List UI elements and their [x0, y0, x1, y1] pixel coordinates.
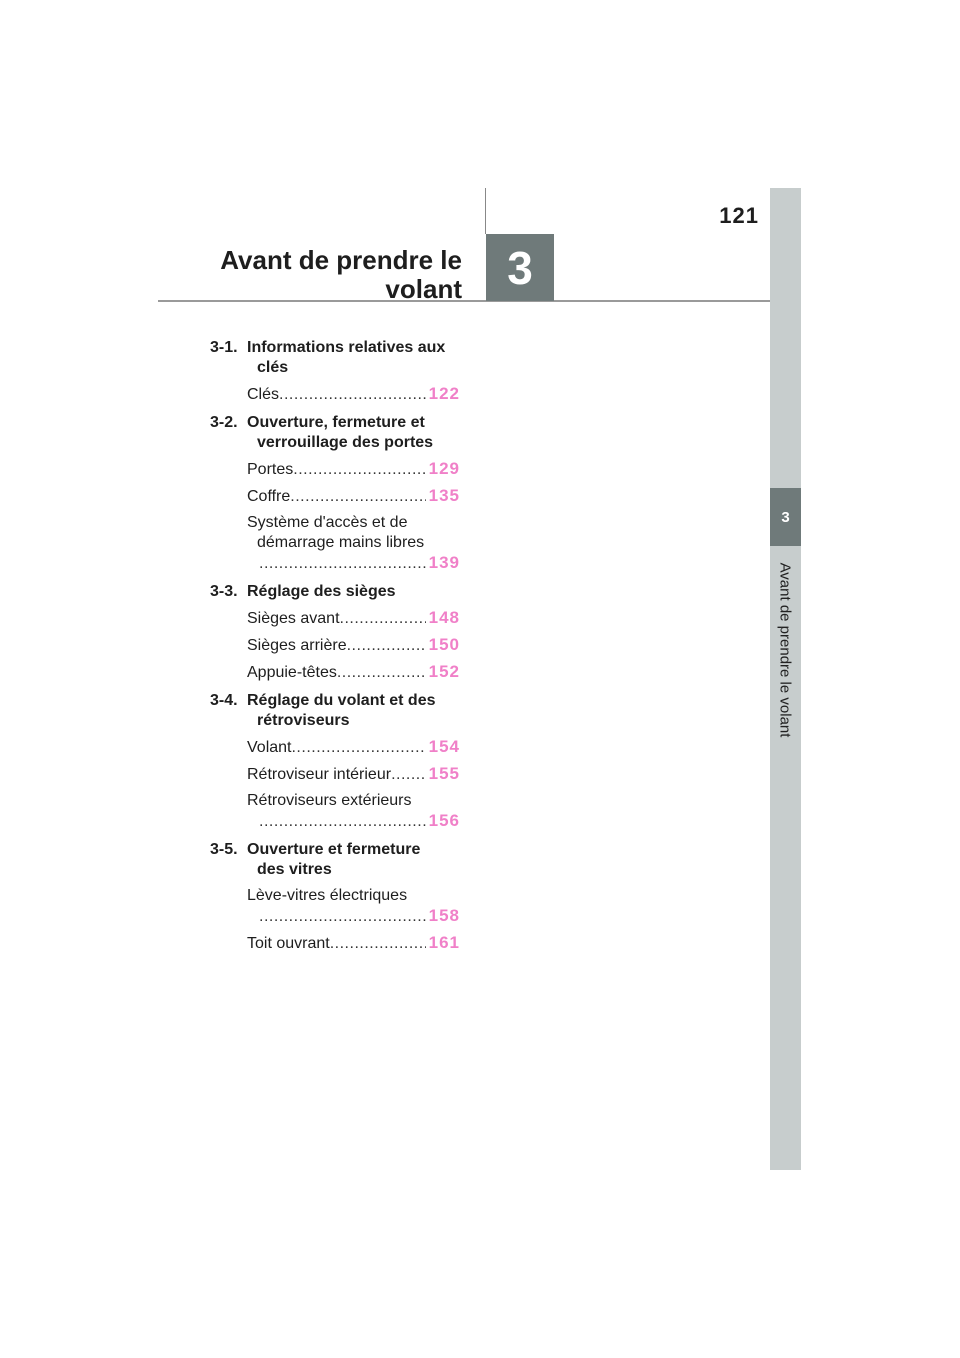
- toc-section-heading[interactable]: [210, 582, 460, 602]
- toc-entry[interactable]: [247, 459, 460, 480]
- section-title-line2: clés: [257, 359, 289, 376]
- page-link[interactable]: 154: [428, 737, 460, 756]
- page-link[interactable]: 158: [428, 906, 460, 925]
- toc-section-heading[interactable]: [210, 338, 460, 378]
- toc-entry[interactable]: [247, 933, 460, 954]
- toc-entry[interactable]: [247, 764, 460, 785]
- section-title: [247, 691, 460, 731]
- chapter-number-box: 3: [486, 234, 554, 301]
- section-title: [247, 840, 460, 880]
- entry-title-line2: démarrage mains libres: [257, 534, 425, 551]
- toc-entry[interactable]: [247, 513, 460, 574]
- toc-section-3-4: [210, 691, 460, 832]
- toc-entry[interactable]: [247, 791, 460, 832]
- section-title-line2: des vitres: [257, 861, 332, 878]
- toc-entry[interactable]: [247, 635, 460, 656]
- chapter-title-line2: volant: [385, 274, 462, 304]
- page-link[interactable]: 155: [428, 764, 460, 783]
- toc-section-heading[interactable]: [210, 691, 460, 731]
- leader-dots: [391, 765, 426, 785]
- section-title: [247, 413, 460, 453]
- toc-section-3-5: [210, 840, 460, 954]
- leader-dots: [259, 812, 426, 832]
- section-number: 3-3.: [210, 583, 238, 600]
- leader-dots: [337, 663, 426, 683]
- leader-dots: [293, 460, 425, 480]
- section-title-line1: Réglage des sièges: [247, 583, 396, 600]
- section-title-line2: rétroviseurs: [257, 712, 350, 729]
- toc-entry[interactable]: [247, 384, 460, 405]
- toc-section-3-3: [210, 582, 460, 683]
- leader-dots: [279, 385, 426, 405]
- page-link[interactable]: 148: [428, 608, 460, 627]
- leader-dots: [291, 738, 425, 758]
- section-number: 3-4.: [210, 692, 238, 709]
- entry-title: Coffre: [247, 488, 291, 505]
- table-of-contents: [210, 338, 460, 962]
- page-link[interactable]: 135: [428, 486, 460, 505]
- section-title-line1: Ouverture, fermeture et: [247, 414, 425, 431]
- leader-dots: [340, 609, 426, 629]
- section-title-line2: verrouillage des portes: [257, 434, 434, 451]
- page-number: 121: [719, 203, 759, 228]
- leader-dots: [290, 487, 425, 507]
- entry-title: Rétroviseurs extérieurs: [247, 792, 412, 809]
- leader-dots: [259, 907, 426, 927]
- toc-section-3-2: [210, 413, 460, 574]
- leader-dots: [347, 636, 426, 656]
- page-link[interactable]: 152: [428, 662, 460, 681]
- entry-title: Sièges arrière: [247, 637, 347, 654]
- section-title: [247, 582, 460, 602]
- toc-entry[interactable]: [247, 486, 460, 507]
- section-title-line1: Ouverture et fermeture: [247, 841, 421, 858]
- page-link[interactable]: 150: [428, 635, 460, 654]
- page-link[interactable]: 129: [428, 459, 460, 478]
- leader-dots: [330, 934, 426, 954]
- section-title: [247, 338, 460, 378]
- toc-entry[interactable]: [247, 662, 460, 683]
- toc-entry[interactable]: [247, 608, 460, 629]
- page-link[interactable]: 156: [428, 811, 460, 830]
- leader-dots: [259, 554, 426, 574]
- entry-title: Clés: [247, 386, 280, 403]
- side-tab-number: 3: [770, 488, 801, 546]
- header-divider: [485, 188, 486, 234]
- entry-title: Toit ouvrant: [247, 935, 330, 952]
- toc-section-heading[interactable]: [210, 413, 460, 453]
- toc-section-heading[interactable]: [210, 840, 460, 880]
- chapter-title: [220, 246, 462, 304]
- section-title-line1: Informations relatives aux: [247, 339, 446, 356]
- entry-title: Volant: [247, 739, 292, 756]
- side-tab-label: Avant de prendre le volant: [776, 562, 794, 738]
- page-link[interactable]: 122: [428, 384, 460, 403]
- entry-title: Sièges avant: [247, 610, 340, 627]
- section-title-line1: Réglage du volant et des: [247, 692, 436, 709]
- page-link[interactable]: 139: [428, 553, 460, 572]
- entry-title: Rétroviseur intérieur: [247, 766, 392, 783]
- section-number: 3-2.: [210, 414, 238, 431]
- chapter-title-line1: Avant de prendre le: [220, 245, 462, 275]
- toc-section-3-1: [210, 338, 460, 405]
- section-number: 3-5.: [210, 841, 238, 858]
- section-number: 3-1.: [210, 339, 238, 356]
- entry-title: Système d'accès et de: [247, 514, 408, 531]
- toc-entry[interactable]: [247, 886, 460, 927]
- page-link[interactable]: 161: [428, 933, 460, 952]
- entry-title: Appuie-têtes: [247, 664, 337, 681]
- entry-title: Portes: [247, 461, 294, 478]
- entry-title: Lève-vitres électriques: [247, 887, 408, 904]
- toc-entry[interactable]: [247, 737, 460, 758]
